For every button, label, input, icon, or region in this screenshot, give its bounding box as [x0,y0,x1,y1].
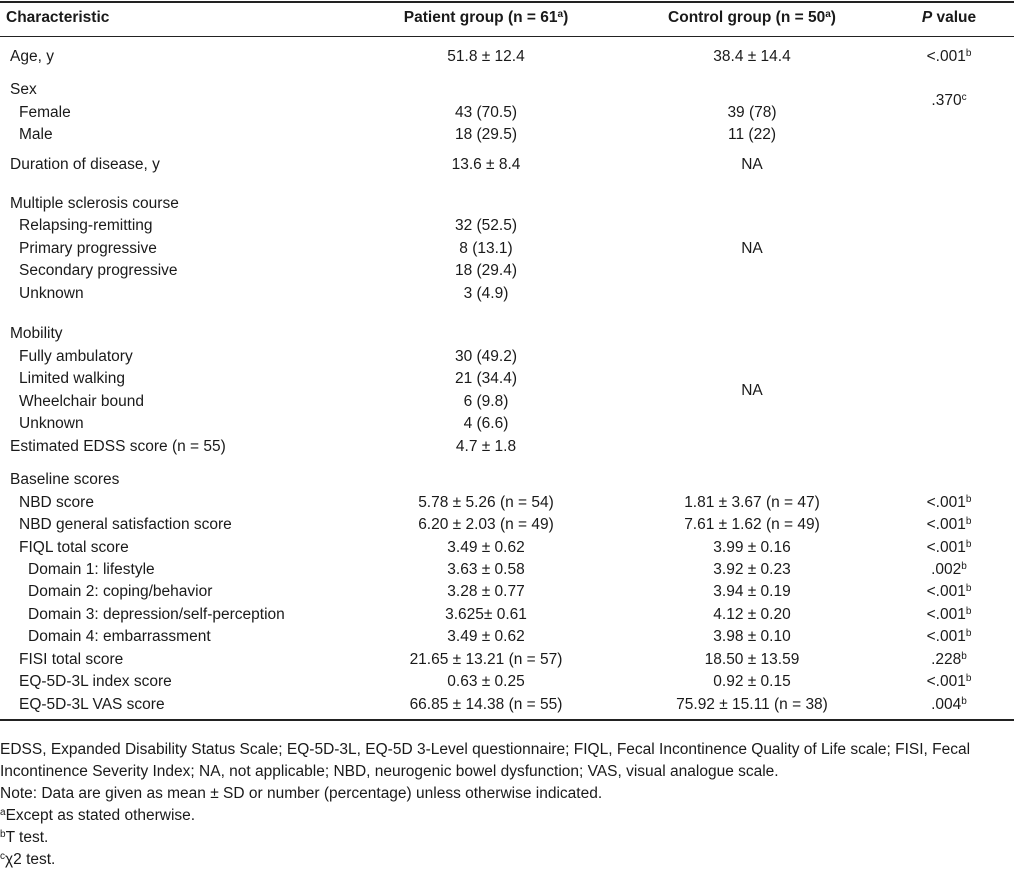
control-value: 1.81 ± 3.67 (n = 47) [684,494,820,511]
footnote-c-text: χ2 test. [5,851,56,868]
table-row-mobility [0,323,1014,345]
table-row-duration [0,154,1014,176]
control-value: 38.4 ± 14.4 [713,48,791,65]
table-footnotes [0,739,1014,871]
p-value [884,581,1014,603]
patient-value: 3.28 ± 0.77 [447,583,525,600]
row-label: Baseline scores [10,471,120,488]
row-label: FISI total score [19,651,124,668]
table-row-domain-2 [0,581,1014,603]
p-value [884,694,1014,716]
patient-value: 4 (6.6) [463,415,509,432]
patient-value: 66.85 ± 14.38 (n = 55) [409,696,563,713]
table-row-wheelchair [0,391,1014,413]
p-sup: b [965,539,972,550]
row-label: EQ-5D-3L index score [19,673,172,690]
footnote-b-text: T test. [5,829,49,846]
p-value [884,537,1014,559]
p-value [884,492,1014,514]
p-sup: b [961,561,967,572]
p-text: <.001 [926,673,966,690]
row-label: Unknown [19,285,84,302]
control-value: 75.92 ± 15.11 (n = 38) [676,696,828,713]
footnote-c [0,849,1014,871]
row-label: Wheelchair bound [19,393,144,410]
p-value [884,514,1014,536]
control-value: 4.12 ± 0.20 [713,606,791,623]
p-sup: b [965,606,972,617]
patient-value: 51.8 ± 12.4 [447,48,525,65]
p-text: <.001 [926,583,966,600]
table-row-unknown-mobility [0,413,1014,435]
footnote-b [0,827,1014,849]
control-value: 39 (78) [727,104,777,121]
row-label: Age, y [10,48,54,65]
row-label: Female [19,104,71,121]
table-row-eq-vas [0,694,1014,716]
row-label: Relapsing-remitting [19,217,153,234]
table-top-rule [0,1,1014,3]
control-value: 3.94 ± 0.19 [713,583,791,600]
table-row-fully-ambulatory [0,346,1014,368]
table-header [0,9,1014,31]
row-label: Domain 3: depression/self-perception [28,606,285,623]
footnote-note: Note: Data are given as mean ± SD or number (percentage) unless otherwise indicated. [0,785,603,802]
patient-value: 6.20 ± 2.03 (n = 49) [418,516,554,533]
header-p-rest: value [932,9,977,26]
patient-value: 5.78 ± 5.26 (n = 54) [418,494,554,511]
table-row-domain-1 [0,559,1014,581]
header-control-group [620,9,884,27]
row-label: Domain 2: coping/behavior [28,583,213,600]
patient-value: 18 (29.5) [454,126,518,143]
table-row-eq-index [0,671,1014,693]
p-text: .004 [931,696,962,713]
p-sup: b [961,696,967,707]
table-row-fiql [0,537,1014,559]
row-label: Estimated EDSS score (n = 55) [10,438,226,455]
patient-value: 3.63 ± 0.58 [447,561,525,578]
header-control-text: Control group (n = 50 [668,9,826,26]
patient-value: 4.7 ± 1.8 [455,438,517,455]
row-label: Domain 4: embarrassment [28,628,211,645]
header-patient-sup: a [557,9,564,20]
row-label: FIQL total score [19,539,129,556]
header-patient-close: ) [563,9,569,26]
table-row-domain-3 [0,604,1014,626]
header-p-italic: P [921,9,933,26]
p-sup: b [965,48,972,59]
p-text: .002 [931,561,962,578]
row-label: Duration of disease, y [10,156,160,173]
p-text: <.001 [926,539,966,556]
row-label: Limited walking [19,370,125,387]
control-value: 3.99 ± 0.16 [713,539,791,556]
footnote-b-mark: b [0,829,6,840]
p-value [884,626,1014,648]
table-row-unknown-course [0,283,1014,305]
p-sup: b [965,494,972,505]
row-label: Sex [10,81,37,98]
patient-value: 32 (52.5) [454,217,518,234]
patient-value: 43 (70.5) [454,104,518,121]
control-value: NA [741,382,763,399]
p-sup: b [965,628,972,639]
table-row-relapsing [0,215,1014,237]
patient-value: 18 (29.4) [454,262,518,279]
table-row-male [0,124,1014,146]
patient-value: 3 (4.9) [463,285,509,302]
control-value: 7.61 ± 1.62 (n = 49) [684,516,820,533]
p-text: .228 [931,651,962,668]
p-value [884,46,1014,68]
table-row-nbd-satisfaction [0,514,1014,536]
patient-value: 3.49 ± 0.62 [447,539,525,556]
p-text: <.001 [926,494,966,511]
p-value [884,649,1014,671]
table-row-domain-4 [0,626,1014,648]
p-text: <.001 [926,606,966,623]
row-label: NBD score [19,494,94,511]
header-control-close: ) [830,9,836,26]
p-sup: b [961,651,967,662]
p-text: .370 [931,92,962,109]
patient-value: 21.65 ± 13.21 (n = 57) [409,651,563,668]
row-label: Male [19,126,53,143]
p-value [884,604,1014,626]
table-row-female [0,102,1014,124]
patient-value: 13.6 ± 8.4 [451,156,521,173]
control-value: NA [741,240,763,257]
patient-value: 21 (34.4) [454,370,518,387]
footnote-a-text: Except as stated otherwise. [5,807,196,824]
row-label: Secondary progressive [19,262,178,279]
header-rule [0,36,1014,37]
p-text: <.001 [926,516,966,533]
patient-value: 30 (49.2) [454,348,518,365]
p-value [884,671,1014,693]
patient-value: 3.49 ± 0.62 [447,628,525,645]
control-value: 3.98 ± 0.10 [713,628,791,645]
table-row-age [0,46,1014,68]
row-label: Domain 1: lifestyle [28,561,155,578]
footnote-a-mark: a [0,807,6,818]
patient-value: 6 (9.8) [463,393,509,410]
table-row-primary [0,238,1014,260]
row-label: NBD general satisfaction score [19,516,232,533]
p-sup: b [965,673,972,684]
p-sup: b [965,516,972,527]
row-label: Multiple sclerosis course [10,195,179,212]
row-label: Primary progressive [19,240,157,257]
footnote-a [0,805,1014,827]
table-bottom-rule [0,719,1014,721]
row-label: Unknown [19,415,84,432]
p-sup: c [961,92,967,103]
header-p-value [884,9,1014,27]
header-control-sup: a [825,9,831,20]
control-value: 11 (22) [728,126,776,143]
row-label: Fully ambulatory [19,348,133,365]
header-patient-text: Patient group (n = 61 [403,9,558,26]
table-row-edss [0,436,1014,458]
control-value: 3.92 ± 0.23 [713,561,791,578]
footnote-c-mark: c [0,851,5,862]
control-value: NA [741,156,763,173]
table-row-fisi [0,649,1014,671]
row-label: EQ-5D-3L VAS score [19,696,165,713]
patient-value: 8 (13.1) [459,240,513,257]
footnote-abbreviations: EDSS, Expanded Disability Status Scale; EQ-5D-3L, EQ-5D 3-Level questionnaire; FIQL, Fecal Incontinence Quality of Life scale; FISI, Fecal Incontinence Severity Index; NA, not applicable; NBD, neurogenic bowel dysfunction; VAS, visual analogue scale. [0,741,971,780]
p-value [884,559,1014,581]
table-row-baseline [0,469,1014,491]
table-row-secondary [0,260,1014,282]
header-patient-group [330,9,642,27]
p-sup: b [965,583,972,594]
p-text: <.001 [926,48,966,65]
table-row-nbd [0,492,1014,514]
p-text: <.001 [926,628,966,645]
control-value: 0.92 ± 0.15 [713,673,791,690]
row-label: Mobility [10,325,63,342]
table-row-ms-course [0,193,1014,215]
control-value: 18.50 ± 13.59 [704,651,800,668]
header-characteristic: Characteristic [6,9,110,26]
patient-value: 0.63 ± 0.25 [447,673,525,690]
patient-value: 3.625± 0.61 [445,606,527,623]
